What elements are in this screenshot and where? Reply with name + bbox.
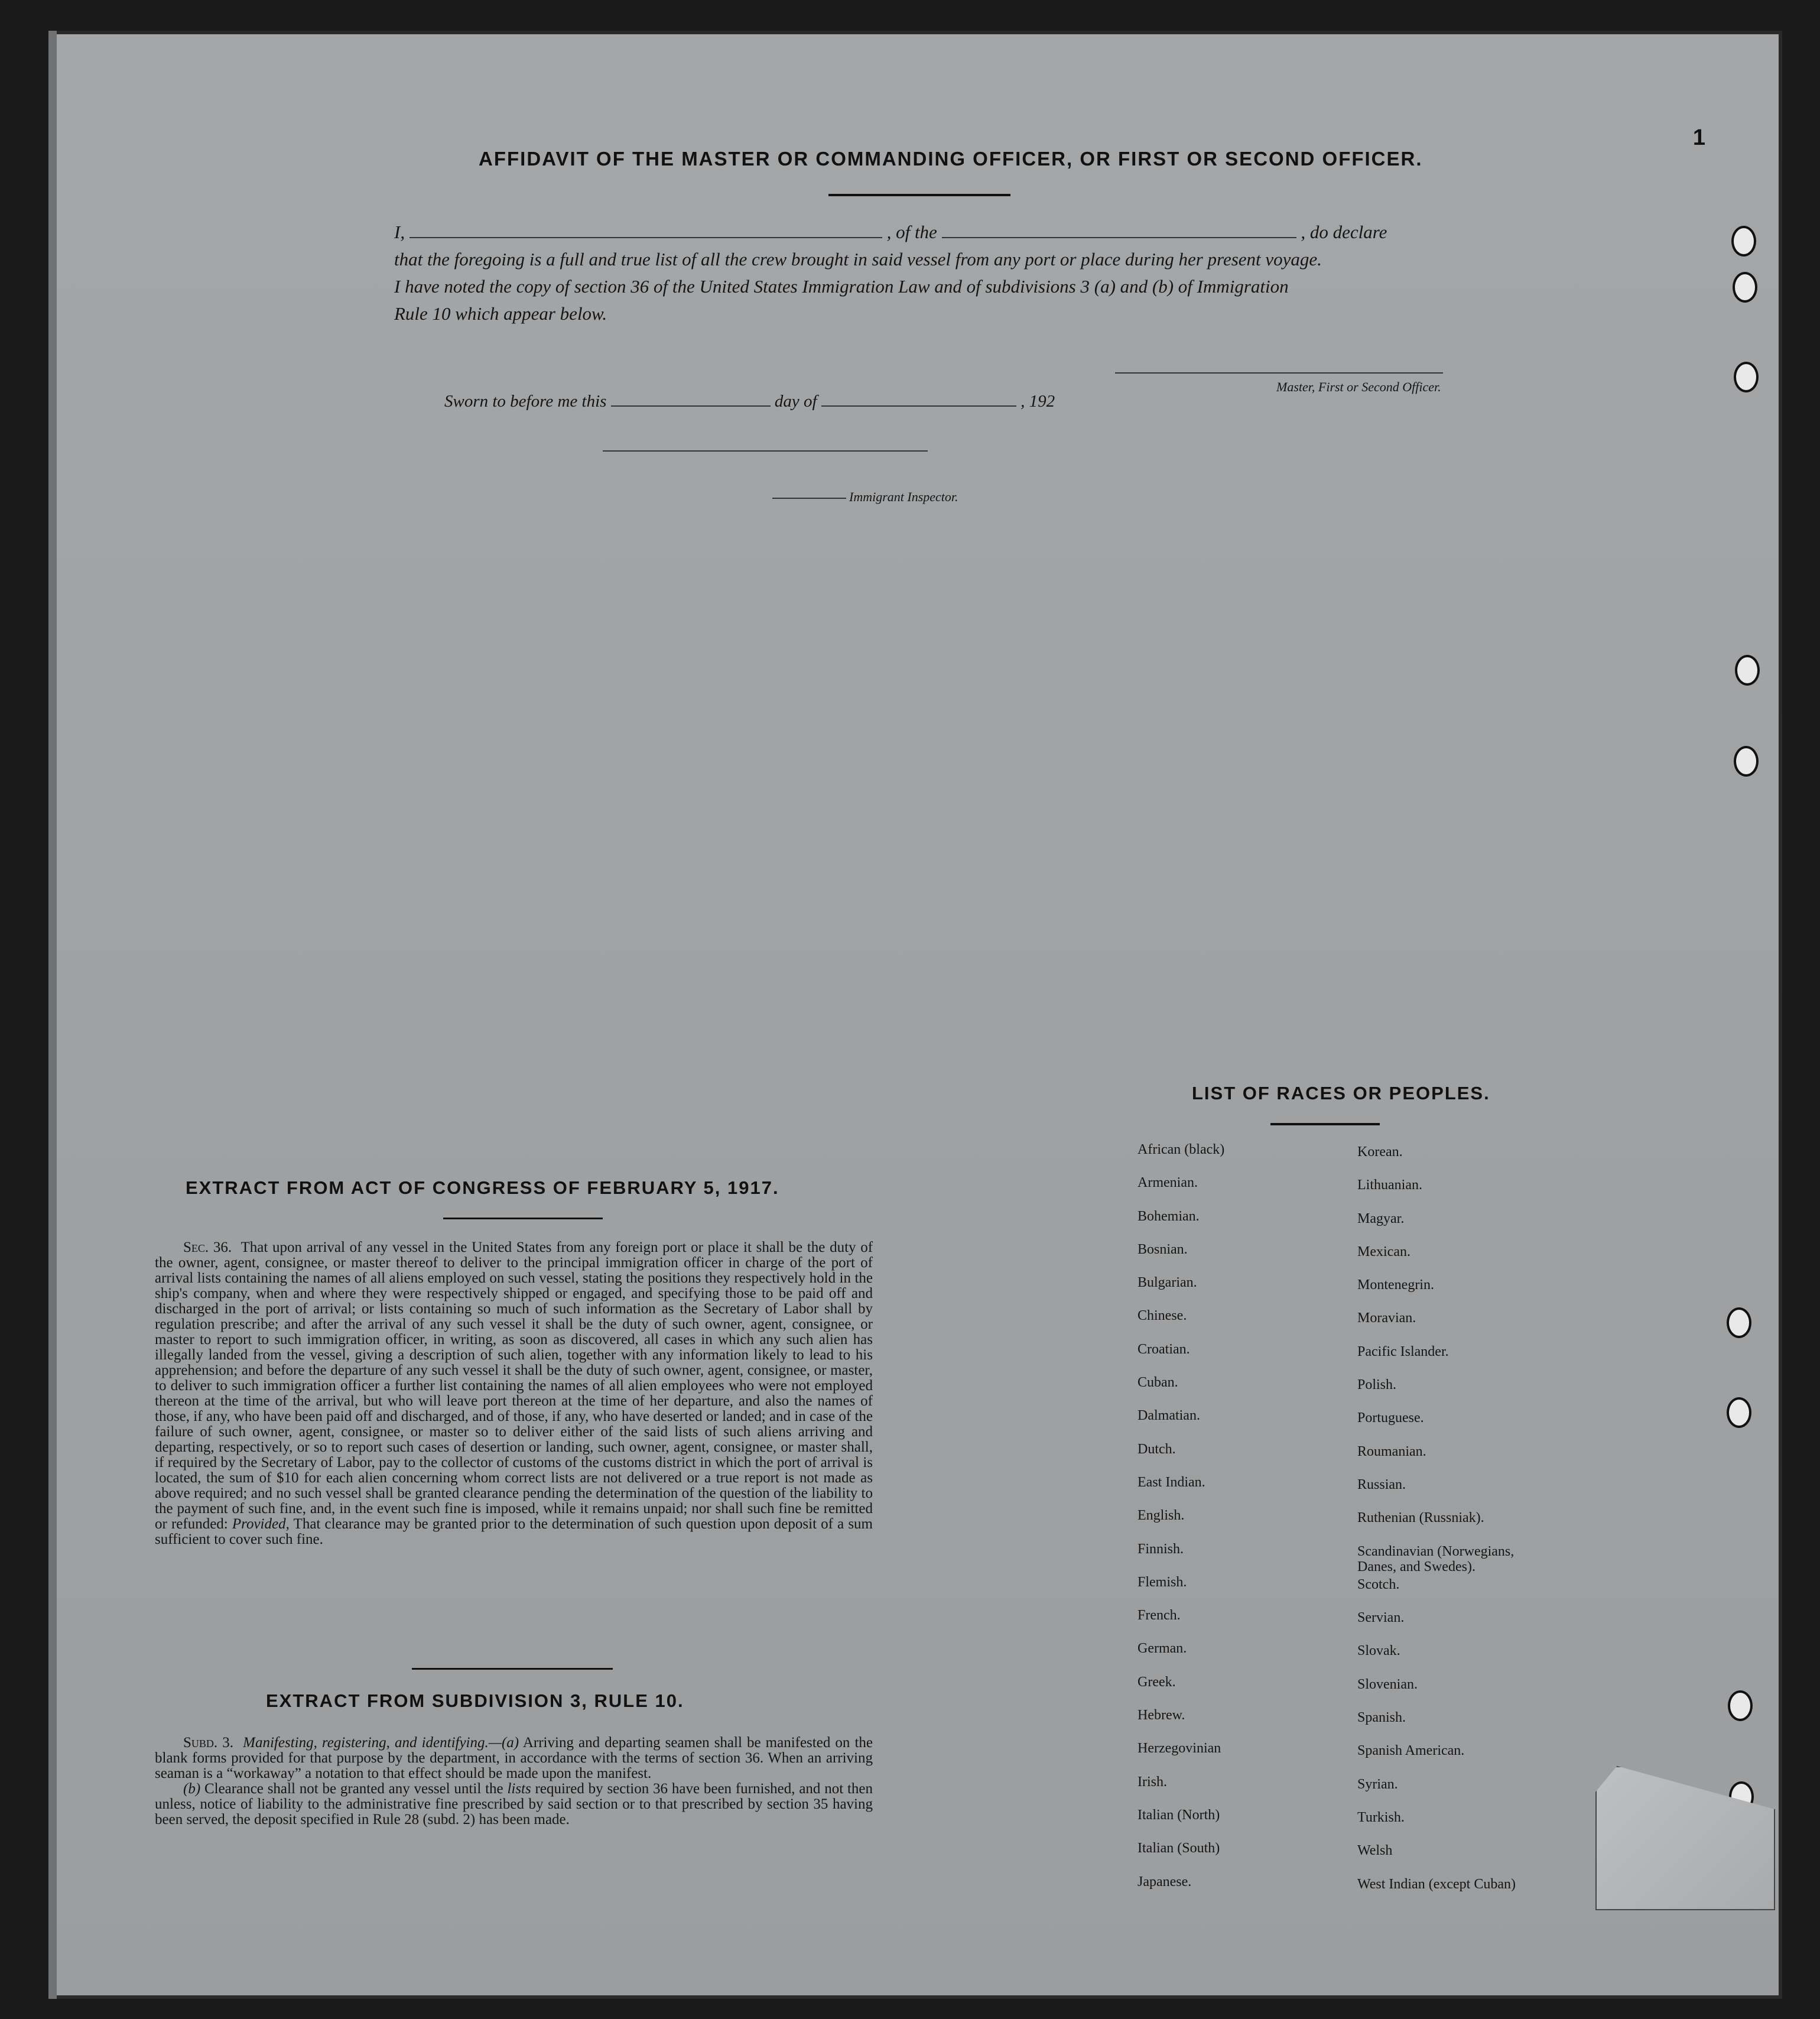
race-item: Pacific Islander. [1357,1343,1449,1359]
subd-b-lists: lists [507,1781,531,1797]
affidavit-declare-label: , do declare [1301,222,1387,242]
race-item: Servian. [1357,1610,1405,1626]
sworn-month-blank[interactable] [821,390,1016,407]
race-item: Dutch. [1138,1441,1176,1457]
subd-b-post: required by section 36 have been furnished, and not then unless, notice of liability to the administrative fine prescribed by said section or to that prescribed by section 35 having been served, the deposit specified in Rule 28 (subd. 2) has been made. [155,1781,873,1828]
race-item: West Indian (except Cuban) [1357,1876,1516,1892]
rule-subd-3-text [155,1735,873,1828]
race-item: Cuban. [1138,1375,1178,1391]
subd-b-label: (b) [183,1781,201,1797]
page-edge-shadow [48,31,57,1999]
act-body: That upon arrival of any vessel in the United States from any foreign port or place it shall be the duty of the owner, agent, consignee, or master thereof to deliver to the principal immigration officer in charge of the port of arrival lists containing the names of all aliens employed on such vessel, stating the positions they respectively hold in the ship's company, when and where they were respectively shipped or engaged, and specifying those to be paid off and discharged in the port of arrival; or lists containing so much of such information as the Secretary of Labor shall by regulation prescribe; and after the arrival of any such vessel it shall be the duty of such owner, agent, consignee, or master to report to such immigration officer, in writing, as soon as discovered, all cases in which any such alien has illegally landed from the vessel, giving a description of such alien, together with any information likely to lead to his apprehension; and before the departure of any such vessel it shall be the duty of such owner, agent, consignee, or master, to deliver to such immigration officer a further list containing the names of all alien employees who were not employed thereon at the time of the arrival, but who will leave port thereon at the time of her departure, and also the names of those, if any, who have been paid off and discharged, and of those, if any, who have deserted or landed; and in case of the failure of such owner, agent, consignee, or master so to deliver either of the said lists of such aliens arriving and departing, respectively, or so to report such cases of desertion or landing, such owner, agent, consignee, or master shall, if required by the Secretary of Labor, pay to the collector of customs of the customs district in which the port of arrival is located, the sum of $10 for each alien concerning whom correct lists are not delivered or a true report is not made as above required; and no such vessel shall be granted clearance pending the determination of the question of the liability to the payment of such fine, and, in the event such fine is imposed, while it remains unpaid; nor shall such fine be remitted or refunded: [155,1239,873,1532]
race-item: Welsh [1357,1843,1393,1859]
manifest-page [48,31,1782,1999]
race-item: Scotch. [1357,1576,1400,1592]
binder-hole [1727,1307,1751,1338]
race-item: Russian. [1357,1476,1406,1492]
race-item: Syrian. [1357,1776,1398,1792]
races-title-rule [1270,1123,1380,1125]
races-right-column [1357,1144,1606,1910]
race-item: French. [1138,1608,1181,1624]
binder-hole [1728,1690,1753,1721]
subd-b-pre: Clearance shall not be granted any vessel until the [204,1781,503,1797]
race-item: Greek. [1138,1674,1176,1690]
race-item: Armenian. [1138,1175,1198,1191]
race-item: Ruthenian (Russniak). [1357,1510,1484,1526]
race-item: Portuguese. [1357,1410,1424,1426]
race-item: Chinese. [1138,1308,1187,1324]
affidavit-title-rule [828,194,1010,196]
race-item: East Indian. [1138,1474,1205,1490]
race-item: English. [1138,1508,1185,1524]
affidavit-line-4: Rule 10 which appear below. [394,303,607,324]
race-item: Slovak. [1357,1643,1400,1659]
race-item: Slovenian. [1357,1676,1418,1692]
race-item: Magyar. [1357,1210,1405,1226]
affidavit-line-1 [394,219,1517,246]
race-item: Dalmatian. [1138,1408,1200,1424]
inspector-label: Immigrant Inspector. [849,489,958,504]
race-item: Polish. [1357,1377,1397,1393]
race-item: Scandinavian (Norwegians, Danes, and Swedes). [1357,1543,1514,1575]
binder-hole [1727,1397,1751,1428]
binder-hole [1734,746,1759,777]
race-item: German. [1138,1641,1187,1657]
subd-label: Subd. 3. [183,1735,233,1751]
race-item: Spanish American. [1357,1743,1465,1759]
race-item: Mexican. [1357,1244,1410,1260]
race-item: Finnish. [1138,1541,1184,1557]
act-section-36-text [155,1240,873,1547]
sworn-year-label: , 192 [1020,392,1055,411]
race-item: Italian (South) [1138,1841,1220,1856]
act-title: EXTRACT FROM ACT OF CONGRESS OF FEBRUARY 5, 1917. [186,1177,779,1198]
affidavit-i-label: I, [394,222,405,242]
act-proviso-word: Provided, [232,1516,290,1532]
affidavit-of-the-label: , of the [886,222,937,242]
race-item: Flemish. [1138,1574,1187,1590]
affidavit-title: AFFIDAVIT OF THE MASTER OR COMMANDING OFFICER, OR FIRST OR SECOND OFFICER. [479,148,1423,170]
rule-divider [412,1668,613,1670]
race-item: Bulgarian. [1138,1275,1197,1291]
race-item: Hebrew. [1138,1708,1185,1723]
binder-hole [1733,272,1757,303]
sworn-prefix: Sworn to before me this [444,392,607,411]
race-item: African (black) [1138,1142,1225,1157]
act-title-rule [443,1218,603,1219]
vessel-blank[interactable] [942,220,1296,238]
race-item: Korean. [1357,1144,1403,1160]
act-proviso-text: That clearance may be granted prior to the determination of such question upon deposit of a sum sufficient to cover such fine. [155,1516,873,1547]
act-sec-label: Sec. 36. [183,1239,232,1255]
race-item: Moravian. [1357,1310,1416,1326]
name-blank[interactable] [410,220,882,238]
inspector-short-line [772,498,846,499]
binder-hole [1731,226,1756,257]
race-item: Roumanian. [1357,1443,1426,1459]
race-item: Japanese. [1138,1874,1192,1890]
sworn-day-label: day of [774,392,817,411]
race-item: Montenegrin. [1357,1277,1434,1293]
binder-hole [1734,362,1759,392]
master-signature-label: Master, First or Second Officer. [1276,379,1441,394]
page-number-mark: 1 [1692,125,1705,150]
race-item: Turkish. [1357,1809,1405,1825]
race-item: Lithuanian. [1357,1177,1422,1193]
rule-title: EXTRACT FROM SUBDIVISION 3, RULE 10. [266,1690,684,1711]
sworn-line [444,390,1055,411]
race-item: Spanish. [1357,1710,1406,1726]
race-item: Italian (North) [1138,1807,1220,1823]
binder-hole [1735,655,1760,686]
sworn-day-blank[interactable] [611,390,771,407]
race-item: Bosnian. [1138,1241,1188,1257]
races-title: LIST OF RACES OR PEOPLES. [1192,1083,1490,1103]
subd-a-text: Arriving and departing seamen shall be manifested on the blank forms provided for that purpose by the department, in accordance with the terms of section 36. When an arriving seaman is a “workaway” a notation to that effect should be made upon the manifest. [155,1735,873,1781]
race-item: Croatian. [1138,1341,1190,1357]
subd-heading: Manifesting, registering, and identifying.—(a) [243,1735,519,1751]
race-item: Herzegovinian [1138,1741,1221,1757]
master-signature-line[interactable] [1115,372,1443,374]
inspector-signature-line[interactable] [603,450,928,452]
race-item: Irish. [1138,1774,1167,1790]
races-left-column [1138,1142,1338,1907]
affidavit-line-2: that the foregoing is a full and true list of all the crew brought in said vessel from any port or place during her present voyage. [394,249,1322,270]
affidavit-line-3: I have noted the copy of section 36 of the United States Immigration Law and of subdivisions 3 (a) and (b) of Immigration [394,276,1289,297]
race-item: Bohemian. [1138,1208,1200,1224]
